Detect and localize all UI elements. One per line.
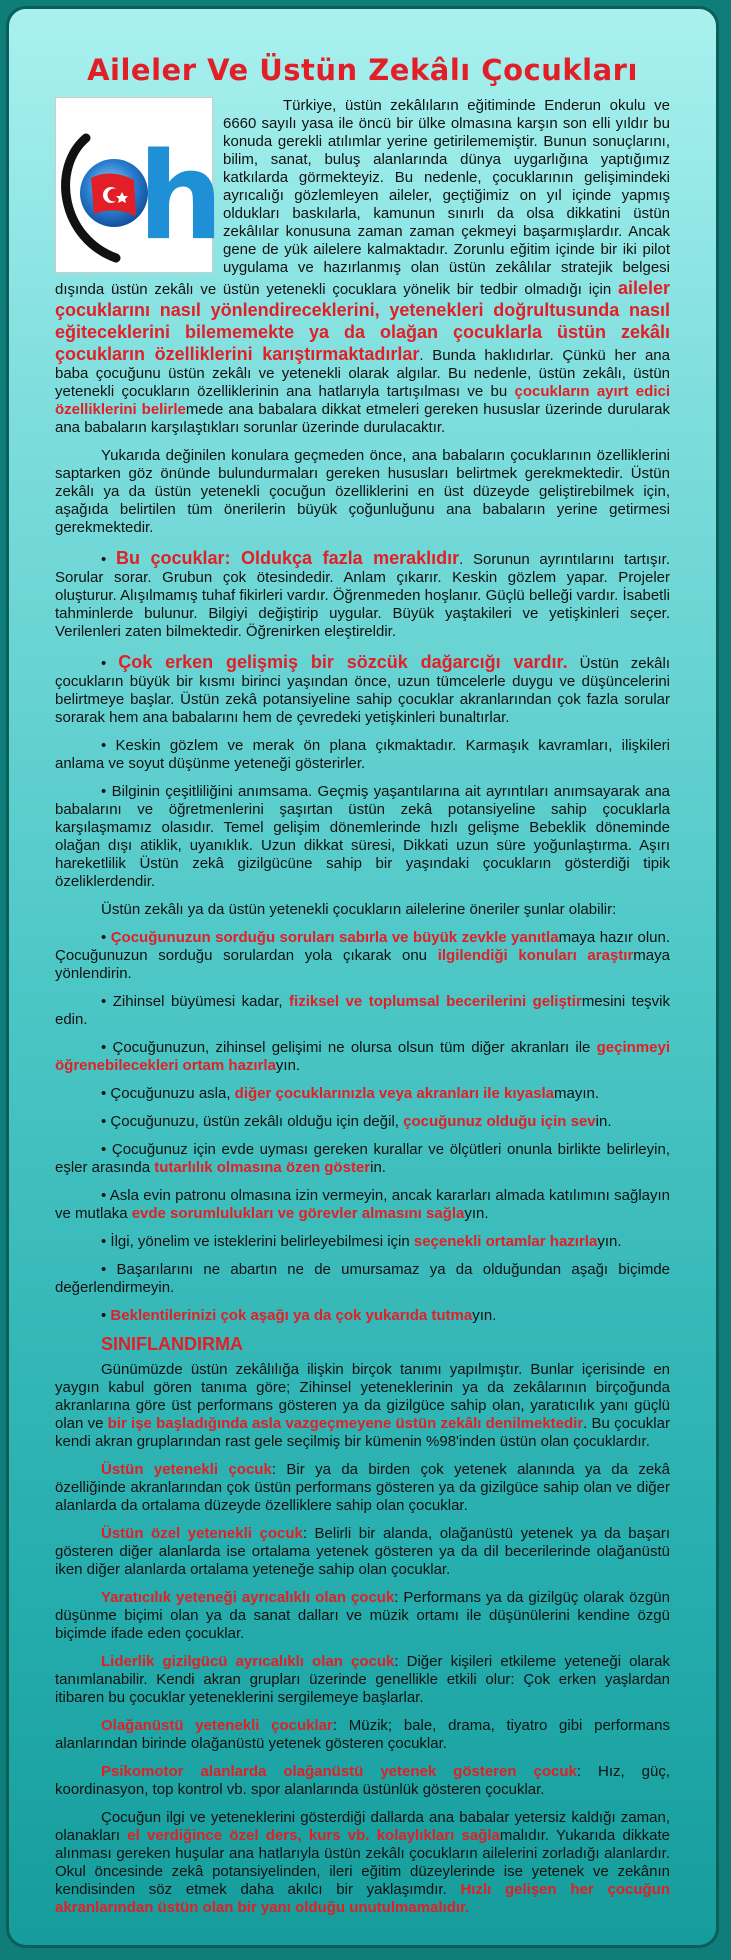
type-term: Liderlik gizilgücü ayrıcalıklı olan çocuk: [101, 1653, 395, 1670]
type-desc: : Müzik; bale, drama, tiyatro gibi performans alanlarından birinde olağanüstü yetenek gösteren çocuklar.: [55, 1717, 670, 1752]
logo-letter: h: [138, 128, 224, 267]
advice-highlight: çocuğunuz olduğu için sev: [403, 1113, 596, 1130]
advice-highlight: ilgilendiği konuları araştır: [437, 947, 634, 964]
advice-text: Asla evin patronu olmasına izin vermeyin, ancak kararları almada katılımını sağlayın ve mutlaka: [55, 1187, 671, 1222]
advice-item: • İlgi, yönelim ve isteklerini belirleyebilmesi için seçenekli ortamlar hazırlayın.: [101, 1233, 622, 1250]
type-term: Psikomotor alanlarda olağanüstü yetenek gösteren çocuk: [101, 1763, 577, 1780]
type-desc: : Bir ya da birden çok yetenek alanında ya da zekâ özelliğinde akranlarından çok üstün performans gösteren ya da gizilgüce sahip olan ve diğer alanlarda da ortalama düzeyde özelliklere sahip olan çocuklar.: [55, 1461, 671, 1514]
advice-text: İlgi, yönelim ve isteklerini belirleyebilmesi için: [110, 1233, 414, 1250]
trait-text: Keskin gözlem ve merak ön plana çıkmaktadır. Karmaşık kavramları, ilişkileri anlama ve soyut düşünme yeteneği gösterirler.: [55, 737, 670, 772]
advice-text: Çocuğunuz için evde uyması gereken kurallar ve ölçütleri onunla birlikte belirleyin, eşler arasında: [55, 1141, 670, 1176]
advice-highlight: Çocuğunuzun sorduğu soruları sabırla ve büyük zevkle yanıtla: [110, 929, 559, 946]
advice-highlight: tutarlılık olmasına özen göster: [154, 1159, 371, 1176]
trait-item: • Çok erken gelişmiş bir sözcük dağarcığı vardır. Üstün zekâlı çocukların büyük bir kısmı birinci yaşından önce, uzun tümcelerle duygu ve düşüncelerini belirtmeye başlar. Üstün zekâ potansiyeline sahip çocuklar akranlarından çok fazla sorular sorarak hem ana babalarını hem de çevredeki yetişkinleri bunaltırlar.: [55, 652, 670, 726]
advice-highlight: fiziksel ve toplumsal becerilerini geliştir: [289, 993, 582, 1010]
advice-text: yın.: [275, 1057, 301, 1074]
trait-item: • Bilginin çeşitliliğini anımsama. Geçmiş yaşantılarına ait ayrıntıları anımsayarak ana babalarını ve öğretmenlerini şaşırtan üstün zekâ potansiyeline sahip çocuklarla karşılaşmamız olasıdır. Temel gelişim dönemlerinde hızlı gelişme Bebeklik döneminde olağan dışı atiklik, uyanıklık. Uzun dikkat süresi, Dikkati uzun süre yoğunlaştırma. Aşırı hareketlilik Üstün zekâ gizilgücüne sahip bir yaşındaki çocukların gösterdiği tipik özeliklerdendir.: [55, 783, 671, 890]
advice-item: • Çocuğunuzu, üstün zekâlı olduğu için değil, çocuğunuz olduğu için sevin.: [101, 1113, 612, 1130]
advice-highlight: geçinmeyi öğrenebilecekleri ortam hazırla: [55, 1039, 670, 1074]
advice-highlight: diğer çocuklarınızla veya akranları ile kıyasla: [234, 1085, 555, 1102]
advice-item: • Çocuğunuz için evde uyması gereken kurallar ve ölçütleri onunla birlikte belirleyin, eşler arasında tutarlılık olmasına özen gösterin.: [55, 1141, 670, 1176]
trait-title: Çok erken gelişmiş bir sözcük dağarcığı vardır.: [118, 652, 568, 672]
intro-text-1: Türkiye, üstün zekâlıların eğitiminde Enderun okulu ve 6660 sayılı yasa ile öncü bir ülke olmasına karşın son elli yıldır bu konuda gerekli atılımlar yerine getirilememiştir. Bunun sonuçlarını, bilim, sanat, buluş alanlarında dünya uygarlığına yaptığımız katkılarda görmekteyiz. Bu nedenle, çocuklarının gelişimindeki ayrıcalığı gözlemleyen aileler, geçtiğimiz on yıl içinde yapmış oldukları baskılarla, kamunun sınırlı da olsa dikkatini üstün zekâlılar konusuna zaman zaman çekmeyi başarmışlardır. Ancak gene de yük ailelere kalmaktadır. Zorunlu eğitim içinde bir iki pilot uygulama ve hazırlanmış olan üstün zekâlılar stratejik belgesi dışında üstün zekâlı ve üstün yetenekli çocuklara yönelik bir tedbir olmadığı için: [55, 97, 670, 298]
advice-text: Zihinsel büyümesi kadar,: [112, 993, 290, 1010]
preface-paragraph: Yukarıda değinilen konulara geçmeden önce, ana babaların çocuklarının özelliklerini saptarken göz önünde bulundurmaları gereken hususları belirtmek gerekmektedir. Üstün zekâlı ya da üstün yetenekli çocuğun özelliklerini en üst düzeyde geliştirebilmek için, aşağıda belirtilen tüm önerilerin büyük çoğunluğunu ana babaların yerine getirmesi gerekmektedir.: [55, 447, 670, 536]
advice-text: Çocuğunuzu, üstün zekâlı olduğu için değil,: [110, 1113, 404, 1130]
turkish-flag-globe-logo-icon: [55, 97, 224, 273]
closing-highlight: el verdiğince özel ders, kurs vb. kolaylıkları sağla: [127, 1827, 500, 1844]
article-body: [55, 97, 670, 1917]
advice-text: mesini teşvik edin.: [55, 993, 671, 1028]
content-panel: [6, 6, 719, 1948]
classification-highlight: bir işe başladığında asla vazgeçmeyene üstün zekâlı denilmektedir: [107, 1415, 584, 1432]
closing-text: malıdır. Yukarıda dikkate alınması gereken huşular ana hatlarıyla üstün zekâlı çocukların ailelerini zorladığı alanlardır. Okul öncesinde zekâ potansiyelinden, ileri eğitim düzeylerinde ise yetenek ve zekânın kendisinden söz etmek daha akılcı bir yaklaşımdır.: [55, 1827, 671, 1898]
trait-text: Üstün zekâlı çocukların büyük bir kısmı birinci yaşından önce, uzun tümcelerle duygu ve düşüncelerini belirtmeye başlar. Üstün zekâ potansiyeline sahip çocuklar akranlarından çok fazla sorular sorarak hem ana babalarını hem de çevredeki yetişkinleri bunaltırlar.: [55, 655, 670, 726]
advice-item: • Asla evin patronu olmasına izin vermeyin, ancak kararları almada katılımını sağlayın ve mutlaka evde sorumlulukları ve görevler almasını sağlayın.: [55, 1187, 671, 1222]
page-title: Aileler Ve Üstün Zekâlı Çocukları: [87, 53, 638, 87]
section-heading: SINIFLANDIRMA: [101, 1334, 243, 1354]
advice-text: maya hazır olun. Çocuğunuzun sorduğu sorulardan yola çıkarak onu: [55, 929, 671, 964]
classification-text: Günümüzde üstün zekâlılığa ilişkin birçok tanımı yapılmıştır. Bunlar içerisinde en yaygın kabul gören tanıma göre; Zihinsel yeteneklerinin ya da zekâlarının birçoğunda akranlarına göre üst performans gösteren ya da gizilgüce sahip olan, yaratıcılık yanı güçlü olan ve: [55, 1361, 670, 1432]
type-desc: : Hız, güç, koordinasyon, top kontrol vb. spor alanlarında üstünlük gösteren çocuklar.: [55, 1763, 670, 1798]
advice-item: • Zihinsel büyümesi kadar, fiziksel ve toplumsal becerilerini geliştirmesini teşvik edin.: [55, 993, 671, 1028]
advice-text: yın.: [464, 1205, 489, 1222]
type-term: Üstün özel yetenekli çocuk: [101, 1525, 303, 1542]
advice-text: in.: [370, 1159, 386, 1176]
advice-text: yın.: [472, 1307, 497, 1324]
type-item: [55, 1589, 670, 1643]
type-item: [55, 1461, 670, 1515]
intro-highlight-1: aileler çocuklarını nasıl yönlendireceklerini, yetenekleri doğrultusunda nasıl eğiteceklerini bilememekte ya da olağan çocuklarla üstün zekâlı çocukların özelliklerini karıştırmaktadırlar: [55, 278, 670, 364]
advice-text: yın.: [597, 1233, 622, 1250]
advice-text: Başarılarını ne abartın ne de umursamaz ya da olduğundan aşağı biçimde değerlendirmeyin.: [55, 1261, 670, 1296]
trait-item: • Bu çocuklar: Oldukça fazla meraklıdır. Sorunun ayrıntılarını tartışır. Sorular sorar. Grubun çok ötesindedir. Anlam çıkarır. Keskin gözlem yapar. Projeler oluşturur. Alışılmamış tuhaf fikirleri vardır. Öğrenmeden hoşlanır. Güçlü belleği vardır. İsabetli tahminlerde bulunur. Bilgiyi değiştirip uygular. Büyük yaştakileri ve yetişkinleri seçer. Verilenleri zaten bilmektedir. Öğrenirken eleştireldir.: [55, 548, 670, 640]
intro-text-3: mede ana babalara dikkat etmeleri gereken hususlar üzerinde durularak ana babaların karşılaştıkları sorunlar üzerinde durulacaktır.: [55, 401, 671, 436]
trait-item: • Keskin gözlem ve merak ön plana çıkmaktadır. Karmaşık kavramları, ilişkileri anlama ve soyut düşünme yeteneği gösterirler.: [55, 737, 670, 772]
advice-item: • Beklentilerinizi çok aşağı ya da çok yukarıda tutmayın.: [101, 1307, 497, 1324]
advice-item: • Çocuğunuzun, zihinsel gelişimi ne olursa olsun tüm diğer akranları ile geçinmeyi öğrenebilecekleri ortam hazırlayın.: [55, 1039, 670, 1074]
classification-intro: [55, 1361, 670, 1451]
intro-highlight-2: çocukların ayırt edici özelliklerini belirle: [55, 383, 670, 418]
type-item: [55, 1525, 670, 1579]
type-desc: : Performans ya da gizilgüç olarak özgün düşünme biçimi olan ya da sanat dalları ve müzik ortamı ile düşünülerini kendine özgü biçimde ifade eden çocuklar.: [55, 1589, 670, 1642]
closing-highlight: Hızlı gelişen her çocuğun akranlarından üstün olan bir yanı olduğu unutulmamalıdır.: [55, 1881, 670, 1916]
trait-text: Bilginin çeşitliliğini anımsama. Geçmiş yaşantılarına ait ayrıntıları anımsayarak ana babalarını ve öğretmenlerini şaşırtan üstün zekâ potansiyeline sahip çocuklarla karşılaşmamız olasıdır. Temel gelişim dönemlerinde hızlı gelişme Bebeklik döneminde olağan dışı atiklik, uyanıklık. Uzun dikkat süresi, Dikkati uzun süre yoğunlaştırma. Aşırı hareketlilik Üstün zekâ gizilgücüne sahip bir yaşındaki çocukların gösterdiği tipik özeliklerdendir.: [55, 783, 671, 890]
type-desc: : Diğer kişileri etkileme yeteneği olarak tanımlanabilir. Kendi akran grupları üzerinde genellikle etkili olur: Çok erken yaşlardan itibaren bu çocuklar yeteneklerini sergilemeye başlarlar.: [55, 1653, 671, 1706]
advice-highlight: Beklentilerinizi çok aşağı ya da çok yukarıda tutma: [110, 1307, 473, 1324]
type-item: [55, 1717, 670, 1753]
advice-text: maya yönlendirin.: [55, 947, 670, 982]
advice-text: mayın.: [554, 1085, 600, 1102]
trait-title: Bu çocuklar: Oldukça fazla meraklıdır: [115, 548, 460, 568]
type-item: [55, 1653, 670, 1707]
type-item: [55, 1763, 670, 1799]
advice-item: • Çocuğunuzu asla, diğer çocuklarınızla veya akranları ile kıyaslamayın.: [101, 1085, 600, 1102]
advice-item: • Çocuğunuzun sorduğu soruları sabırla ve büyük zevkle yanıtlamaya hazır olun. Çocuğunuzun sorduğu sorulardan yola çıkarak onu ilgilendiği konuları araştırmaya yönlendirin.: [55, 929, 671, 982]
advice-item: • Başarılarını ne abartın ne de umursamaz ya da olduğundan aşağı biçimde değerlendirmeyin.: [55, 1261, 670, 1296]
type-term: Olağanüstü yetenekli çocuklar: [101, 1717, 333, 1734]
type-term: Yaratıcılık yeteneği ayrıcalıklı olan çocuk: [101, 1589, 395, 1606]
advice-highlight: evde sorumlulukları ve görevler almasını sağla: [131, 1205, 465, 1222]
intro-text-2: . Bunda haklıdırlar. Çünkü her ana baba çocuğunu üstün zekâlı ve yetenekli olarak algılar. Bu nedenle, üstün zekâlı, üstün yetenekli çocukların özelliklerinin ana hatlarıyla tartışılması ve bu: [55, 347, 670, 400]
trait-text: . Sorunun ayrıntılarını tartışır. Sorular sorar. Grubun çok ötesindedir. Anlam çıkarır. Keskin gözlem yapar. Projeler oluşturur. Alışılmamış tuhaf fikirleri vardır. Öğrenmeden hoşlanır. Güçlü belleği vardır. İsabetli tahminlerde bulunur. Bilgiyi değiştirip uygular. Büyük yaştakileri ve yetişkinleri seçer. Verilenleri zaten bilmektedir. Öğrenirken eleştireldir.: [55, 551, 670, 640]
advice-text: in.: [595, 1113, 612, 1130]
advice-text: Çocuğunuzun, zihinsel gelişimi ne olursa olsun tüm diğer akranları ile: [112, 1039, 597, 1056]
advice-intro: Üstün zekâlı ya da üstün yetenekli çocukların ailelerine öneriler şunlar olabilir:: [101, 901, 617, 918]
type-term: Üstün yetenekli çocuk: [101, 1461, 272, 1478]
advice-text: Çocuğunuzu asla,: [110, 1085, 235, 1102]
advice-highlight: seçenekli ortamlar hazırla: [413, 1233, 598, 1250]
type-desc: : Belirli bir alanda, olağanüstü yetenek ya da başarı gösteren diğer alanlarda ise ortalama yetenek gösteren ya da dil becerilerinde olağanüstü iken diğer alanlarda ortalama yeteneğe sahip olan çocuklar.: [55, 1525, 670, 1578]
classification-text: . Bu çocuklar kendi akran gruplarından rast gele seçilmiş bir kümenin %98'inden üstün olan çocuklardır.: [55, 1415, 670, 1450]
closing-paragraph: [55, 1809, 670, 1917]
closing-text: Çocuğun ilgi ve yeteneklerini gösterdiği dallarda ana babalar yetersiz kaldığı zaman, olanakları: [55, 1809, 670, 1844]
